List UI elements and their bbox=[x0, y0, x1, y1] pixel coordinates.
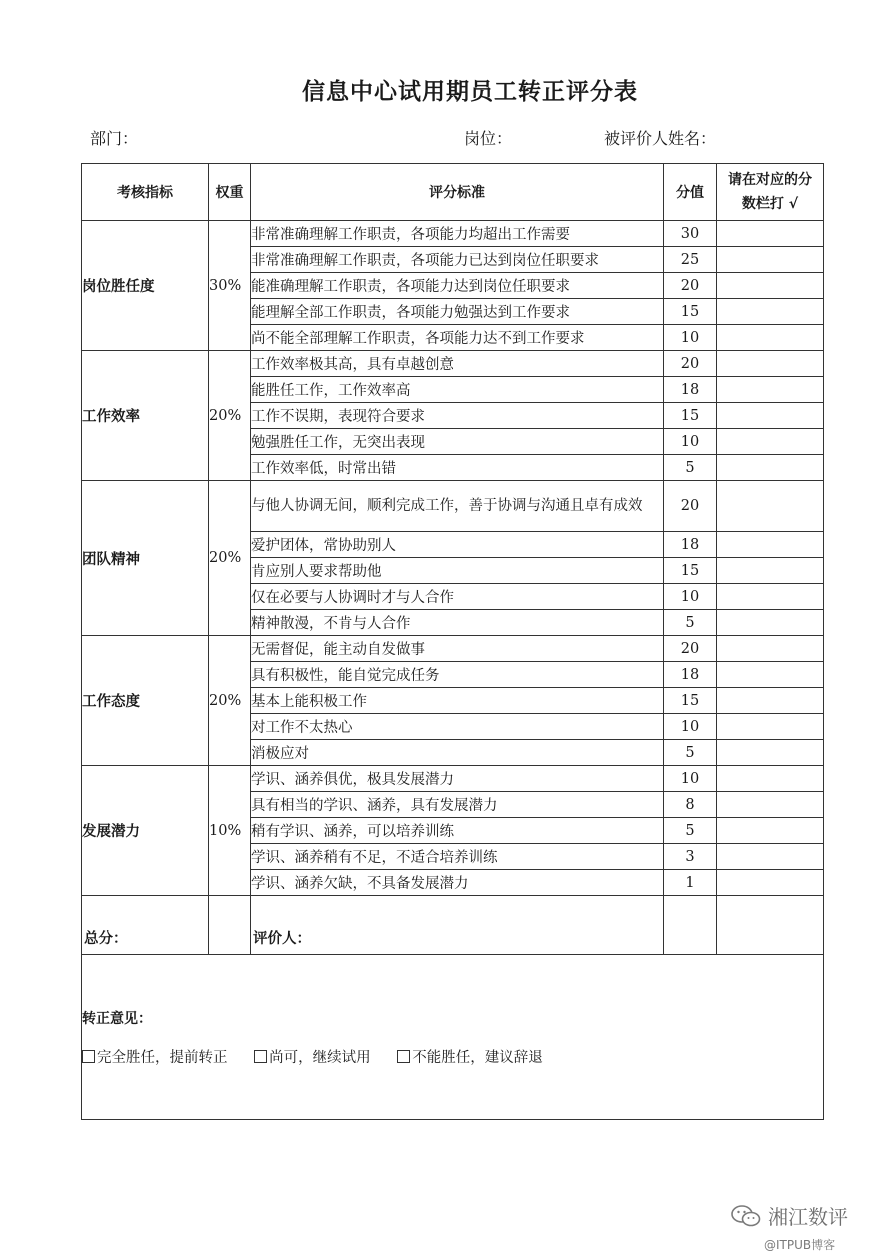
score-cell: 10 bbox=[664, 766, 717, 792]
weight-cell: 20% bbox=[209, 351, 251, 481]
check-cell[interactable] bbox=[717, 221, 824, 247]
header-check bbox=[717, 164, 824, 221]
wechat-icon bbox=[730, 1203, 762, 1229]
option-not-competent[interactable] bbox=[397, 1046, 543, 1067]
score-cell: 20 bbox=[664, 636, 717, 662]
criterion-cell: 工作效率低，时常出错 bbox=[251, 455, 664, 481]
criterion-cell: 尚不能全部理解工作职责，各项能力达不到工作要求 bbox=[251, 325, 664, 351]
option-label: 完全胜任，提前转正 bbox=[97, 1049, 228, 1066]
check-cell[interactable] bbox=[717, 403, 824, 429]
table-row bbox=[82, 221, 824, 247]
criterion-cell: 工作效率极其高，具有卓越创意 bbox=[251, 351, 664, 377]
weight-cell: 20% bbox=[209, 481, 251, 636]
check-cell[interactable] bbox=[717, 455, 824, 481]
check-cell[interactable] bbox=[717, 792, 824, 818]
form-title: 信息中心试用期员工转正评分表 bbox=[302, 79, 638, 105]
check-cell[interactable] bbox=[717, 688, 824, 714]
check-cell[interactable] bbox=[717, 740, 824, 766]
criterion-cell: 非常准确理解工作职责，各项能力均超出工作需要 bbox=[251, 221, 664, 247]
criterion-cell: 精神散漫，不肯与人合作 bbox=[251, 610, 664, 636]
indicator-cell: 发展潜力 bbox=[82, 766, 209, 896]
criterion-cell: 稍有学识、涵养，可以培养训练 bbox=[251, 818, 664, 844]
header-score: 分值 bbox=[664, 164, 717, 221]
check-cell[interactable] bbox=[717, 610, 824, 636]
criterion-cell: 具有相当的学识、涵养，具有发展潜力 bbox=[251, 792, 664, 818]
check-cell[interactable] bbox=[717, 325, 824, 351]
score-cell: 30 bbox=[664, 221, 717, 247]
criterion-cell: 对工作不太热心 bbox=[251, 714, 664, 740]
score-cell: 10 bbox=[664, 584, 717, 610]
watermark-brand: 湘江数评 bbox=[768, 1205, 848, 1229]
criterion-cell: 勉强胜任工作，无突出表现 bbox=[251, 429, 664, 455]
criterion-cell: 学识、涵养俱优，极具发展潜力 bbox=[251, 766, 664, 792]
check-cell[interactable] bbox=[717, 636, 824, 662]
header-weight: 权重 bbox=[209, 164, 251, 221]
score-cell: 15 bbox=[664, 688, 717, 714]
criterion-cell: 工作不误期，表现符合要求 bbox=[251, 403, 664, 429]
score-cell: 15 bbox=[664, 403, 717, 429]
watermark-credit: @ITPUB博客 bbox=[764, 1238, 836, 1252]
check-cell[interactable] bbox=[717, 584, 824, 610]
option-full-competent[interactable] bbox=[82, 1046, 228, 1067]
evaluator-label: 评价人： bbox=[251, 896, 664, 955]
evaluatee-field: 被评价人姓名： bbox=[604, 129, 717, 148]
total-weight-cell bbox=[209, 896, 251, 955]
score-cell: 18 bbox=[664, 662, 717, 688]
header-check-line1: 请在对应的分 bbox=[728, 172, 812, 188]
department-field: 部门： bbox=[90, 129, 139, 148]
check-cell[interactable] bbox=[717, 532, 824, 558]
table-row bbox=[82, 766, 824, 792]
weight-cell: 10% bbox=[209, 766, 251, 896]
criterion-cell: 仅在必要与人协调时才与人合作 bbox=[251, 584, 664, 610]
criterion-cell: 消极应对 bbox=[251, 740, 664, 766]
position-field: 岗位： bbox=[464, 129, 513, 148]
criterion-cell: 基本上能积极工作 bbox=[251, 688, 664, 714]
criterion-cell: 非常准确理解工作职责，各项能力已达到岗位任职要求 bbox=[251, 247, 664, 273]
check-cell[interactable] bbox=[717, 818, 824, 844]
total-check-cell[interactable] bbox=[717, 896, 824, 955]
check-cell[interactable] bbox=[717, 662, 824, 688]
score-cell: 8 bbox=[664, 792, 717, 818]
score-cell: 5 bbox=[664, 818, 717, 844]
criterion-cell: 肯应别人要求帮助他 bbox=[251, 558, 664, 584]
total-score-cell bbox=[664, 896, 717, 955]
option-label: 尚可，继续试用 bbox=[269, 1049, 371, 1066]
score-cell: 10 bbox=[664, 714, 717, 740]
score-cell: 5 bbox=[664, 740, 717, 766]
criterion-cell: 学识、涵养稍有不足，不适合培养训练 bbox=[251, 844, 664, 870]
criterion-cell: 能理解全部工作职责，各项能力勉强达到工作要求 bbox=[251, 299, 664, 325]
option-continue-trial[interactable] bbox=[254, 1046, 371, 1067]
table-row bbox=[82, 351, 824, 377]
check-cell[interactable] bbox=[717, 299, 824, 325]
score-cell: 3 bbox=[664, 844, 717, 870]
score-cell: 18 bbox=[664, 532, 717, 558]
table-row bbox=[82, 481, 824, 532]
check-cell[interactable] bbox=[717, 870, 824, 896]
indicator-cell: 工作效率 bbox=[82, 351, 209, 481]
header-indicator: 考核指标 bbox=[82, 164, 209, 221]
score-cell: 20 bbox=[664, 351, 717, 377]
criterion-cell: 爱护团体，常协助别人 bbox=[251, 532, 664, 558]
score-cell: 5 bbox=[664, 455, 717, 481]
total-label: 总分： bbox=[82, 896, 209, 955]
indicator-cell: 工作态度 bbox=[82, 636, 209, 766]
option-label: 不能胜任，建议辞退 bbox=[412, 1049, 543, 1066]
table-row bbox=[82, 636, 824, 662]
score-cell: 15 bbox=[664, 299, 717, 325]
check-cell[interactable] bbox=[717, 429, 824, 455]
header-check-line2: 数栏打 √ bbox=[741, 196, 799, 212]
score-cell: 5 bbox=[664, 610, 717, 636]
check-cell[interactable] bbox=[717, 558, 824, 584]
score-cell: 10 bbox=[664, 429, 717, 455]
opinion-options bbox=[82, 1046, 823, 1067]
table-header-row bbox=[82, 164, 824, 221]
total-row bbox=[82, 896, 824, 955]
criterion-cell: 与他人协调无间，顺利完成工作，善于协调与沟通且卓有成效 bbox=[251, 481, 664, 532]
watermark bbox=[730, 1201, 848, 1230]
score-cell: 20 bbox=[664, 481, 717, 532]
score-cell: 25 bbox=[664, 247, 717, 273]
opinion-cell bbox=[82, 955, 824, 1120]
checkbox-icon[interactable] bbox=[82, 1050, 95, 1063]
indicator-cell: 岗位胜任度 bbox=[82, 221, 209, 351]
table-body bbox=[82, 221, 824, 896]
weight-cell: 20% bbox=[209, 636, 251, 766]
check-cell[interactable] bbox=[717, 766, 824, 792]
score-cell: 1 bbox=[664, 870, 717, 896]
checkbox-icon[interactable] bbox=[397, 1050, 410, 1063]
criterion-cell: 学识、涵养欠缺，不具备发展潜力 bbox=[251, 870, 664, 896]
check-cell[interactable] bbox=[717, 714, 824, 740]
indicator-cell: 团队精神 bbox=[82, 481, 209, 636]
score-cell: 20 bbox=[664, 273, 717, 299]
criterion-cell: 具有积极性，能自觉完成任务 bbox=[251, 662, 664, 688]
check-cell[interactable] bbox=[717, 351, 824, 377]
criterion-cell: 无需督促，能主动自发做事 bbox=[251, 636, 664, 662]
evaluation-table bbox=[81, 163, 824, 1120]
opinion-label: 转正意见： bbox=[82, 1010, 152, 1027]
score-cell: 10 bbox=[664, 325, 717, 351]
checkbox-icon[interactable] bbox=[254, 1050, 267, 1063]
check-cell[interactable] bbox=[717, 247, 824, 273]
check-cell[interactable] bbox=[717, 377, 824, 403]
weight-cell: 30% bbox=[209, 221, 251, 351]
check-cell[interactable] bbox=[717, 481, 824, 532]
score-cell: 18 bbox=[664, 377, 717, 403]
check-cell[interactable] bbox=[717, 273, 824, 299]
score-cell: 15 bbox=[664, 558, 717, 584]
header-standard: 评分标准 bbox=[251, 164, 664, 221]
criterion-cell: 能胜任工作，工作效率高 bbox=[251, 377, 664, 403]
opinion-row bbox=[82, 955, 824, 1120]
criterion-cell: 能准确理解工作职责，各项能力达到岗位任职要求 bbox=[251, 273, 664, 299]
check-cell[interactable] bbox=[717, 844, 824, 870]
